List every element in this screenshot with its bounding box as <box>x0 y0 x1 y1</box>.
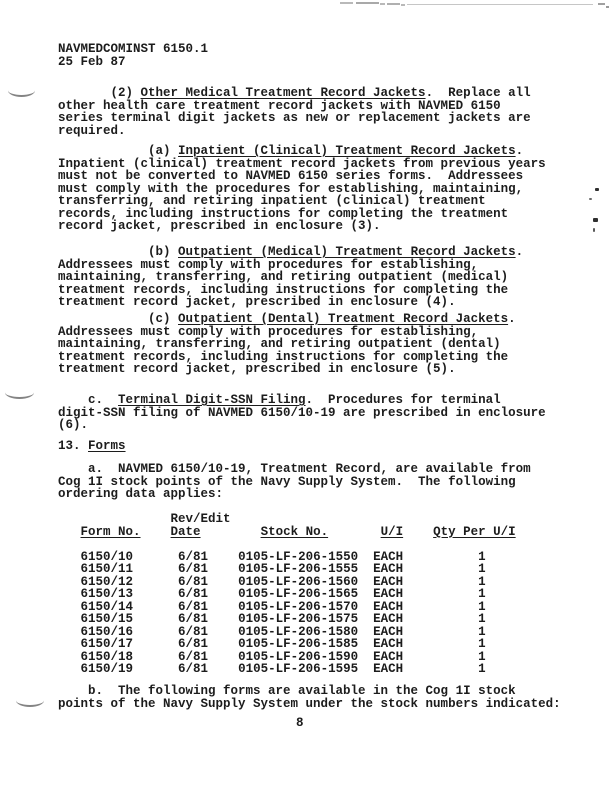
text-line: 13. Forms <box>58 439 126 453</box>
text-line: treatment record jacket, prescribed in enclosure (4). <box>58 295 456 309</box>
text-line: 8 <box>296 716 304 730</box>
text-line: 6150/16 6/81 0105-LF-206-1580 EACH 1 <box>80 624 486 639</box>
scan-artifact-line <box>340 2 353 4</box>
ink-speck <box>593 228 595 232</box>
text-line: transferring, and retiring inpatient (clinical) treatment <box>58 194 486 208</box>
letterhead <box>58 44 208 69</box>
text-line: maintaining, transferring, and retiring outpatient (dental) <box>58 337 501 351</box>
text-line: Cog 1I stock points of the Navy Supply System. The following <box>58 474 516 489</box>
pen-mark <box>5 386 34 399</box>
text-line: a. NAVMED 6150/10-19, Treatment Record, are available from <box>58 462 531 476</box>
text-line: other health care treatment record jackets with NAVMED 6150 <box>58 98 501 113</box>
text-line: Form No. Date Stock No. U/I Qty Per U/I <box>80 524 516 539</box>
text-line: 6150/14 6/81 0105-LF-206-1570 EACH 1 <box>80 599 486 614</box>
text-line: Rev/Edit <box>170 512 231 526</box>
text-line: treatment records, including instructions for completing the <box>58 349 509 364</box>
ink-speck <box>595 188 599 191</box>
text-line: required. <box>58 123 126 138</box>
scan-artifact-line <box>606 6 609 8</box>
heading-forms <box>58 441 126 454</box>
text-line: 6150/11 6/81 0105-LF-206-1555 EACH 1 <box>80 562 486 576</box>
para-terminal-digit-ssn-filing <box>58 395 546 433</box>
para-outpatient-dental-jackets <box>58 314 516 377</box>
text-line: 6150/13 6/81 0105-LF-206-1565 EACH 1 <box>80 587 486 601</box>
para-following-forms <box>58 686 561 711</box>
text-line: 6150/10 6/81 0105-LF-206-1550 EACH 1 <box>80 549 486 564</box>
para-inpatient-jackets <box>58 146 546 234</box>
scan-artifact-line <box>387 3 400 5</box>
page-number <box>296 718 304 731</box>
scan-artifact-line <box>598 3 605 5</box>
pen-mark <box>16 694 44 707</box>
text-line: 6150/17 6/81 0105-LF-206-1585 EACH 1 <box>80 637 486 651</box>
para-outpatient-medical-jackets <box>58 247 523 310</box>
text-line: Addressees must comply with procedures for establishing, <box>58 324 479 339</box>
text-line: treatment record jacket, prescribed in enclosure (5). <box>58 362 456 376</box>
ink-speck <box>589 198 592 200</box>
text-line: (6). <box>58 418 89 432</box>
forms-ordering-table <box>58 513 516 676</box>
text-line: maintaining, transferring, and retiring outpatient (medical) <box>58 270 509 284</box>
text-line: ordering data applies: <box>58 487 224 501</box>
text-line: must not be converted to NAVMED 6150 series forms. Addressees <box>58 169 524 183</box>
text-line: record jacket, prescribed in enclosure (3). <box>58 219 381 233</box>
text-line: Inpatient (clinical) treatment record jackets from previous years <box>58 156 546 171</box>
text-line: series terminal digit jackets as new or replacement jackets are <box>58 111 531 125</box>
text-line: 6150/19 6/81 0105-LF-206-1595 EACH 1 <box>80 662 486 676</box>
text-line: must comply with the procedures for establishing, maintaining, <box>58 181 524 196</box>
text-line: Addressees must comply with procedures for establishing, <box>58 257 479 272</box>
text-line: c. Terminal Digit-SSN Filing. Procedures for terminal <box>58 393 501 407</box>
text-line: digit-SSN filing of NAVMED 6150/10-19 are prescribed in enclosure <box>58 405 546 420</box>
text-line: 6150/12 6/81 0105-LF-206-1560 EACH 1 <box>80 574 486 589</box>
ink-speck <box>593 218 598 222</box>
text-line: (b) Outpatient (Medical) Treatment Record Jackets. <box>58 245 524 259</box>
text-line: 25 Feb 87 <box>58 54 126 69</box>
text-line: (a) Inpatient (Clinical) Treatment Record Jackets. <box>58 144 524 158</box>
text-line: b. The following forms are available in the Cog 1I stock <box>58 684 516 698</box>
scan-artifact-line <box>401 4 405 6</box>
text-line: records, including instructions for completing the treatment <box>58 206 509 221</box>
scan-artifact-line <box>407 4 593 5</box>
text-line: treatment records, including instructions for completing the <box>58 282 509 297</box>
text-line: points of the Navy Supply System under the stock numbers indicated: <box>58 696 561 711</box>
para-forms-availability <box>58 464 531 502</box>
text-line: (2) Other Medical Treatment Record Jackets. Replace all <box>58 86 531 100</box>
text-line: 6150/18 6/81 0105-LF-206-1590 EACH 1 <box>80 649 486 664</box>
text-line: (c) Outpatient (Dental) Treatment Record Jackets. <box>58 312 516 326</box>
text-line: NAVMEDCOMINST 6150.1 <box>58 42 209 56</box>
scan-artifact-line <box>356 2 379 4</box>
para-other-jackets <box>58 88 531 138</box>
scan-artifact-line <box>380 3 385 5</box>
text-line: 6150/15 6/81 0105-LF-206-1575 EACH 1 <box>80 612 486 626</box>
pen-mark <box>8 84 35 97</box>
